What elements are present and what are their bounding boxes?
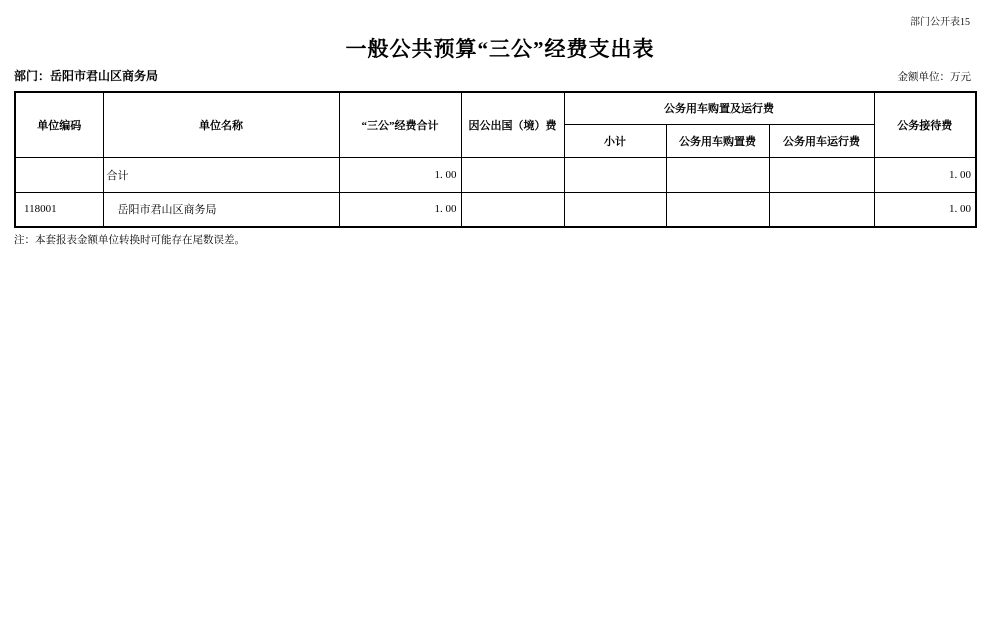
col-header-reception-fee: 公务接待费: [874, 92, 976, 157]
department-label: 部门：岳阳市君山区商务局: [14, 69, 159, 83]
cell-name: 合计: [103, 157, 339, 192]
cell-reception-fee: 1. 00: [874, 192, 976, 227]
meta-row: [14, 67, 971, 84]
col-header-vehicle-operation: 公务用车运行费: [769, 124, 874, 157]
cell-vehicle-subtotal: [564, 192, 666, 227]
table-row-unit: [15, 192, 976, 227]
table-row-total: [15, 157, 976, 192]
cell-abroad-fee: [461, 157, 564, 192]
col-header-abroad-fee: 因公出国（境）费: [461, 92, 564, 157]
cell-three-public-total: 1. 00: [339, 157, 461, 192]
amount-unit-label: 金额单位：万元: [897, 72, 971, 83]
col-header-vehicle-subtotal: 小计: [564, 124, 666, 157]
cell-abroad-fee: [461, 192, 564, 227]
cell-vehicle-purchase: [666, 192, 769, 227]
col-header-vehicle-purchase: 公务用车购置费: [666, 124, 769, 157]
col-header-unit-name: 单位名称: [103, 92, 339, 157]
col-header-unit-code: 单位编码: [15, 92, 103, 157]
doc-ref-label: 部门公开表15: [910, 17, 970, 28]
three-public-expense-table: [14, 91, 977, 228]
col-header-three-public-total: “三公”经费合计: [339, 92, 461, 157]
cell-name: 岳阳市君山区商务局: [103, 192, 339, 227]
cell-vehicle-subtotal: [564, 157, 666, 192]
cell-three-public-total: 1. 00: [339, 192, 461, 227]
header-row-top: [15, 92, 976, 124]
footnote: 注：本套报表金额单位转换时可能存在尾数误差。: [14, 235, 245, 246]
cell-reception-fee: 1. 00: [874, 157, 976, 192]
page-title: 一般公共预算“三公”经费支出表: [345, 37, 655, 61]
cell-code: [15, 157, 103, 192]
cell-vehicle-purchase: [666, 157, 769, 192]
cell-vehicle-operation: [769, 192, 874, 227]
cell-code: 118001: [15, 192, 103, 227]
col-header-vehicle-group: 公务用车购置及运行费: [564, 92, 874, 124]
cell-vehicle-operation: [769, 157, 874, 192]
